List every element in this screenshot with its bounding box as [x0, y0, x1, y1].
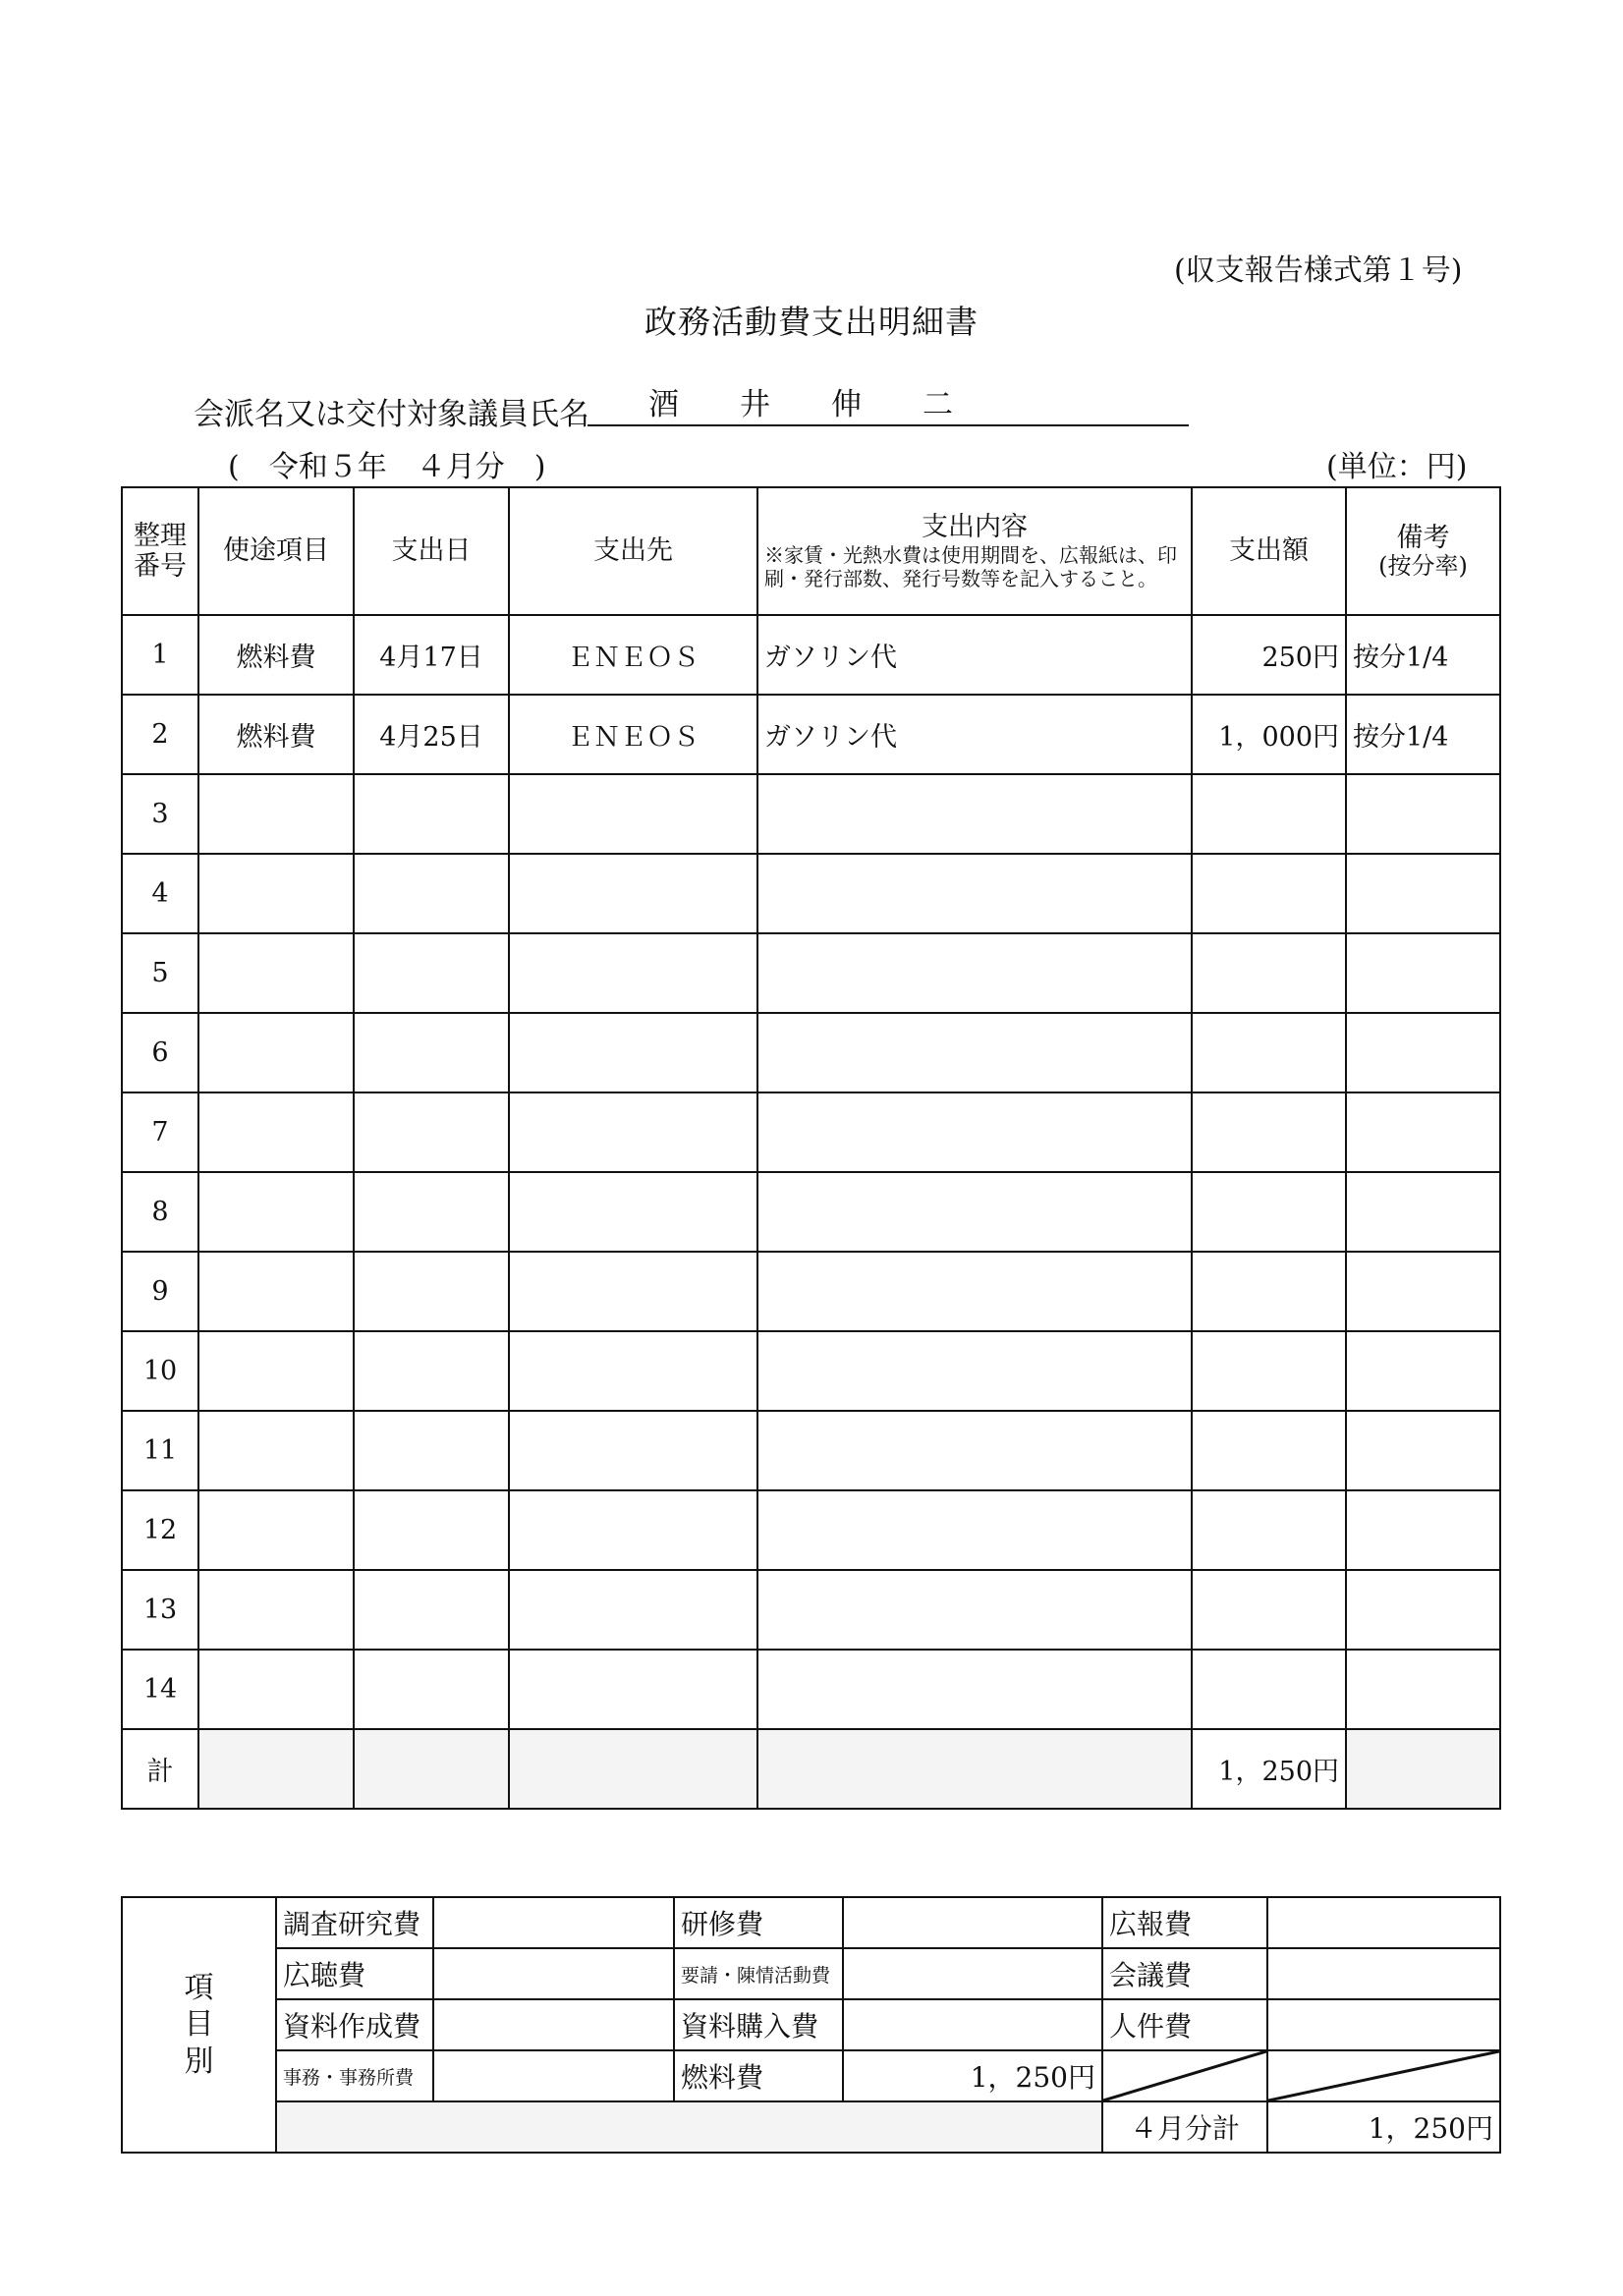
summary-item-name: 調査研究費: [276, 1897, 433, 1948]
cell-date: [354, 1650, 509, 1729]
cell-content: ガソリン代: [757, 615, 1192, 695]
cell-date: [354, 1013, 509, 1092]
header-purpose: 使途項目: [198, 487, 354, 615]
cell-purpose: 燃料費: [198, 615, 354, 695]
cell-purpose: [198, 1013, 354, 1092]
cell-content: [757, 854, 1192, 933]
cell-purpose: [198, 854, 354, 933]
cell-no: 1: [122, 615, 198, 695]
cell-no: 10: [122, 1331, 198, 1411]
cell-date: 4月25日: [354, 695, 509, 774]
table-row: [122, 1252, 1500, 1331]
cell-date: [354, 1252, 509, 1331]
cell-remarks: [1346, 1013, 1500, 1092]
summary-item-name: 要請・陳情活動費: [674, 1948, 843, 1999]
header-payee: 支出先: [509, 487, 757, 615]
cell-payee: [509, 933, 757, 1013]
cell-content: [757, 1490, 1192, 1570]
slash-cell: [1102, 2050, 1267, 2101]
cell-remarks: [1346, 1092, 1500, 1172]
cell-no: 11: [122, 1411, 198, 1490]
cell-payee: [509, 1650, 757, 1729]
cell-amount: [1192, 1252, 1346, 1331]
header-content-note: ※家賃・光熱水費は使用期間を、広報紙は、印刷・発行部数、発行号数等を記入すること。: [764, 542, 1177, 590]
cell-purpose: [198, 1252, 354, 1331]
table-row: [122, 1650, 1500, 1729]
header-remarks: [1346, 487, 1500, 615]
cell-remarks: [1346, 1490, 1500, 1570]
cell-no: 3: [122, 774, 198, 854]
summary-item-name: 資料購入費: [674, 1999, 843, 2050]
cell-amount: [1192, 1570, 1346, 1650]
cell-no: 12: [122, 1490, 198, 1570]
table-row: [122, 933, 1500, 1013]
expense-table: [121, 486, 1501, 1810]
summary-item-name: 事務・事務所費: [276, 2050, 433, 2101]
cell-content: [757, 1172, 1192, 1252]
cell-no: 2: [122, 695, 198, 774]
summary-item-value: [843, 1897, 1102, 1948]
table-row: [122, 1570, 1500, 1650]
header-remarks-label: 備考: [1396, 522, 1450, 553]
summary-item-name: 会議費: [1102, 1948, 1267, 1999]
cell-date: [354, 933, 509, 1013]
summary-row: [122, 2101, 1500, 2153]
cell-content: [757, 933, 1192, 1013]
cell-purpose: [198, 933, 354, 1013]
cell-date: [354, 1092, 509, 1172]
total-amount: 1，250円: [1192, 1729, 1346, 1809]
cell-amount: [1192, 933, 1346, 1013]
cell-date: [354, 854, 509, 933]
cell-content: ガソリン代: [757, 695, 1192, 774]
cell-no: 8: [122, 1172, 198, 1252]
cell-remarks: [1346, 1411, 1500, 1490]
table-row: [122, 1172, 1500, 1252]
cell-remarks: [1346, 1252, 1500, 1331]
cell-amount: [1192, 1411, 1346, 1490]
cell-remarks: 按分1/4: [1346, 615, 1500, 695]
table-row: [122, 1490, 1500, 1570]
summary-item-name: 燃料費: [674, 2050, 843, 2101]
summary-item-value: [433, 1948, 674, 1999]
table-row: [122, 1331, 1500, 1411]
summary-label: [122, 1897, 276, 2153]
table-header-row: [122, 487, 1500, 615]
cell-payee: [509, 854, 757, 933]
cell-payee: [509, 1411, 757, 1490]
period: ( 令和５年 ４月分 ): [228, 450, 546, 484]
cell-remarks: [1346, 1172, 1500, 1252]
cell-remarks: 按分1/4: [1346, 695, 1500, 774]
cell-payee: [509, 1252, 757, 1331]
summary-label-text: 項目別: [184, 1970, 214, 2079]
cell-date: [354, 1411, 509, 1490]
cell-amount: [1192, 1172, 1346, 1252]
cell-amount: [1192, 1650, 1346, 1729]
name-label: 会派名又は交付対象議員氏名: [194, 397, 589, 432]
summary-table: [121, 1896, 1501, 2154]
summary-item-value: [1267, 1897, 1500, 1948]
summary-row: [122, 1897, 1500, 1948]
cell-content: [757, 1092, 1192, 1172]
summary-row: [122, 1999, 1500, 2050]
table-row: [122, 615, 1500, 695]
month-total-label: ４月分計: [1102, 2101, 1267, 2153]
cell-purpose: [198, 1650, 354, 1729]
summary-item-value: [1267, 1999, 1500, 2050]
slash-line: [1103, 2051, 1266, 2100]
cell-payee: [509, 1490, 757, 1570]
cell-payee: [509, 774, 757, 854]
cell-amount: [1192, 1013, 1346, 1092]
cell-no: 7: [122, 1092, 198, 1172]
cell-amount: 1，000円: [1192, 695, 1346, 774]
header-no: 整理番号: [122, 487, 198, 615]
cell-payee: ＥＮＥＯＳ: [509, 615, 757, 695]
header-amount: 支出額: [1192, 487, 1346, 615]
cell-remarks: [1346, 1570, 1500, 1650]
cell-content: [757, 1411, 1192, 1490]
total-label: 計: [122, 1729, 198, 1809]
cell-amount: [1192, 1490, 1346, 1570]
summary-item-name: 広聴費: [276, 1948, 433, 1999]
cell-no: 6: [122, 1013, 198, 1092]
cell-no: 9: [122, 1252, 198, 1331]
cell-purpose: [198, 1411, 354, 1490]
month-total-value: 1，250円: [1267, 2101, 1500, 2153]
summary-item-value: [843, 1948, 1102, 1999]
summary-item-value: 1，250円: [843, 2050, 1102, 2101]
total-cell-blank: [198, 1729, 354, 1809]
cell-content: [757, 774, 1192, 854]
summary-item-value: [843, 1999, 1102, 2050]
cell-amount: [1192, 774, 1346, 854]
cell-content: [757, 1570, 1192, 1650]
header-content-label: 支出内容: [922, 512, 1028, 543]
table-body: [122, 615, 1500, 1729]
table-row: [122, 1411, 1500, 1490]
summary-item-name: 広報費: [1102, 1897, 1267, 1948]
cell-payee: [509, 1092, 757, 1172]
cell-no: 14: [122, 1650, 198, 1729]
cell-content: [757, 1331, 1192, 1411]
summary-row: [122, 2050, 1500, 2101]
total-cell-blank: [757, 1729, 1192, 1809]
cell-content: [757, 1013, 1192, 1092]
slash-cell: [1267, 2050, 1500, 2101]
total-row: [122, 1729, 1500, 1809]
cell-content: [757, 1252, 1192, 1331]
cell-date: [354, 1490, 509, 1570]
header-date: 支出日: [354, 487, 509, 615]
form-number: (収支報告様式第１号): [1174, 253, 1463, 288]
cell-amount: [1192, 854, 1346, 933]
table-row: [122, 1013, 1500, 1092]
cell-amount: [1192, 1092, 1346, 1172]
summary-item-name: 資料作成費: [276, 1999, 433, 2050]
summary-row: [122, 1948, 1500, 1999]
cell-payee: ＥＮＥＯＳ: [509, 695, 757, 774]
cell-no: 4: [122, 854, 198, 933]
cell-purpose: [198, 1490, 354, 1570]
summary-item-value: [1267, 1948, 1500, 1999]
header-remarks-sub: (按分率): [1378, 551, 1468, 580]
cell-date: [354, 1570, 509, 1650]
cell-remarks: [1346, 774, 1500, 854]
summary-item-value: [433, 1999, 674, 2050]
cell-remarks: [1346, 1650, 1500, 1729]
cell-date: [354, 774, 509, 854]
cell-payee: [509, 1172, 757, 1252]
slash-line: [1268, 2051, 1499, 2100]
page-title: 政務活動費支出明細書: [644, 303, 979, 341]
cell-purpose: [198, 1570, 354, 1650]
cell-remarks: [1346, 933, 1500, 1013]
cell-purpose: [198, 774, 354, 854]
cell-payee: [509, 1013, 757, 1092]
summary-item-name: 人件費: [1102, 1999, 1267, 2050]
cell-purpose: 燃料費: [198, 695, 354, 774]
table-row: [122, 695, 1500, 774]
cell-purpose: [198, 1331, 354, 1411]
cell-no: 13: [122, 1570, 198, 1650]
cell-payee: [509, 1570, 757, 1650]
summary-item-value: [433, 2050, 674, 2101]
cell-remarks: [1346, 1331, 1500, 1411]
summary-item-value: [433, 1897, 674, 1948]
unit-label: (単位：円): [1326, 450, 1468, 484]
table-row: [122, 774, 1500, 854]
cell-purpose: [198, 1092, 354, 1172]
total-cell-blank: [509, 1729, 757, 1809]
total-cell-blank: [1346, 1729, 1500, 1809]
name-value: 酒井伸二: [588, 385, 1189, 426]
total-cell-blank: [354, 1729, 509, 1809]
table-row: [122, 854, 1500, 933]
cell-amount: 250円: [1192, 615, 1346, 695]
header-content: [757, 487, 1192, 615]
cell-amount: [1192, 1331, 1346, 1411]
cell-date: [354, 1331, 509, 1411]
summary-item-name: 研修費: [674, 1897, 843, 1948]
cell-payee: [509, 1331, 757, 1411]
cell-purpose: [198, 1172, 354, 1252]
cell-no: 5: [122, 933, 198, 1013]
summary-blank: [276, 2101, 1102, 2153]
cell-date: [354, 1172, 509, 1252]
table-row: [122, 1092, 1500, 1172]
cell-content: [757, 1650, 1192, 1729]
cell-remarks: [1346, 854, 1500, 933]
cell-date: 4月17日: [354, 615, 509, 695]
